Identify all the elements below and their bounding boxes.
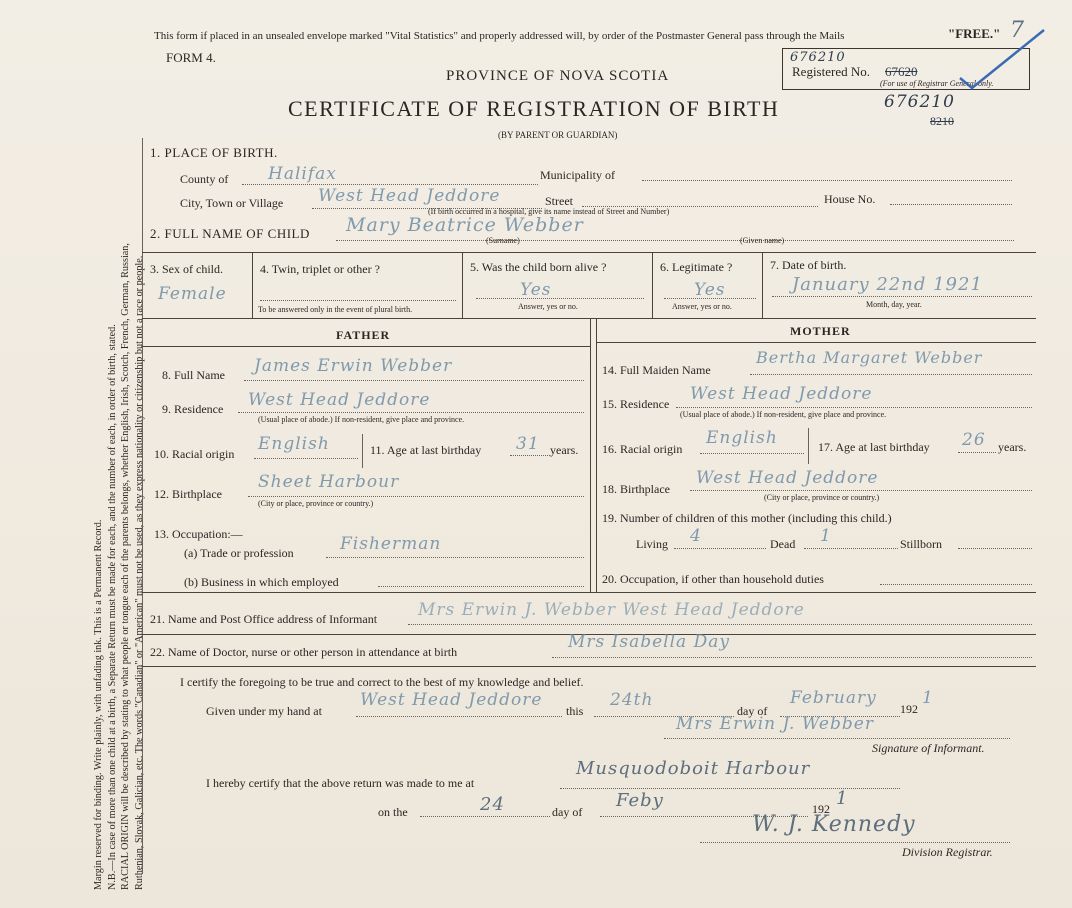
mother-race-label: 16. Racial origin bbox=[602, 442, 683, 456]
mother-birthplace-label: 18. Birthplace bbox=[602, 482, 670, 496]
registrar-year-prefix: 192 bbox=[812, 802, 830, 816]
mother-age-label: 17. Age at last birthday bbox=[818, 440, 930, 454]
legitimate-label: 6. Legitimate ? bbox=[660, 260, 733, 274]
form-number: FORM 4. bbox=[166, 50, 216, 65]
city-label: City, Town or Village bbox=[180, 196, 284, 210]
registrar-place: Musquodoboit Harbour bbox=[576, 758, 811, 779]
reg-number-written: 676210 bbox=[790, 50, 846, 65]
hospital-note: (If birth occurred in a hospital, give its name instead of Street and Number) bbox=[428, 207, 670, 216]
alive-value: Yes bbox=[520, 280, 552, 300]
mother-name-label: 14. Full Maiden Name bbox=[602, 363, 711, 377]
house-label: House No. bbox=[824, 192, 876, 206]
sex-label: 3. Sex of child. bbox=[150, 262, 223, 276]
mother-name-value: Bertha Margaret Webber bbox=[756, 348, 983, 367]
father-birthplace-note: (City or place, province or country.) bbox=[258, 499, 374, 508]
title-number-struck: 8210 bbox=[930, 114, 954, 128]
cert-year-suffix: 1 bbox=[922, 688, 934, 708]
father-name-value: James Erwin Webber bbox=[254, 356, 453, 376]
margin-line: Ruthenian, Slovak, Galician, etc. The words "Canadian" or "American" must not be used, as they express nationality or citizenship but not a race or people. bbox=[133, 255, 145, 890]
free-label: "FREE." bbox=[948, 26, 1001, 41]
twin-note: To be answered only in the event of plural birth. bbox=[258, 305, 413, 314]
registrar-month: Feby bbox=[616, 790, 664, 811]
on-the-label: on the bbox=[378, 805, 408, 819]
alive-label: 5. Was the child born alive ? bbox=[470, 260, 607, 274]
dead-label: Dead bbox=[770, 537, 796, 551]
certify-text: I certify the foregoing to be true and correct to the best of my knowledge and belief. bbox=[180, 675, 584, 689]
legitimate-value: Yes bbox=[694, 280, 726, 300]
corner-mark: 7 bbox=[1010, 18, 1025, 43]
mother-children-label: 19. Number of children of this mother (including this child.) bbox=[602, 511, 892, 525]
registrar-label: Division Registrar. bbox=[902, 845, 993, 859]
given-label: Given under my hand at bbox=[206, 704, 322, 718]
mother-residence-note: (Usual place of abode.) If non-resident, give place and province. bbox=[680, 410, 887, 419]
informant-label: 21. Name and Post Office address of Informant bbox=[150, 612, 378, 626]
street-label: Street bbox=[545, 194, 573, 208]
margin-line: Margin reserved for binding. Write plainly, with unfading ink. This is a Permanent Record. bbox=[93, 519, 104, 890]
dead-value: 1 bbox=[820, 526, 832, 546]
mother-occupation-label: 20. Occupation, if other than household duties bbox=[602, 572, 824, 586]
this-label: this bbox=[566, 704, 584, 718]
reg-note: (For use of Registrar General only. bbox=[880, 79, 994, 88]
dob-value: January 22nd 1921 bbox=[792, 274, 983, 295]
registrar-year-suffix: 1 bbox=[836, 788, 849, 809]
father-birthplace-value: Sheet Harbour bbox=[258, 472, 400, 492]
day-of-label: day of bbox=[737, 704, 768, 718]
registrar-signature: W. J. Kennedy bbox=[752, 812, 916, 837]
business-label: (b) Business in which employed bbox=[184, 575, 339, 589]
title-number: 676210 bbox=[884, 92, 955, 112]
mother-birthplace-value: West Head Jeddore bbox=[696, 468, 879, 488]
sex-value: Female bbox=[158, 284, 227, 304]
province-heading: PROVINCE OF NOVA SCOTIA bbox=[446, 68, 670, 84]
mail-notice: This form if placed in an unsealed envelope marked "Vital Statistics" and properly addressed will, by order of the Postmaster General pass through the Mails bbox=[154, 30, 845, 42]
margin-line: RACIAL ORIGIN will be described by stating to what people or tongue each of the parents belongs, whether English, Irish, Scotch, French, German, Russian, bbox=[120, 243, 131, 890]
father-age-unit: years. bbox=[550, 443, 579, 457]
place-of-birth-heading: 1. PLACE OF BIRTH. bbox=[150, 145, 278, 160]
doctor-label: 22. Name of Doctor, nurse or other person in attendance at birth bbox=[150, 645, 458, 659]
mother-age-value: 26 bbox=[962, 430, 986, 450]
given-place: West Head Jeddore bbox=[360, 690, 543, 710]
informant-sig-label: Signature of Informant. bbox=[872, 741, 985, 755]
alive-note: Answer, yes or no. bbox=[518, 302, 578, 311]
father-age-label: 11. Age at last birthday bbox=[370, 443, 482, 457]
living-value: 4 bbox=[690, 526, 702, 546]
dob-label: 7. Date of birth. bbox=[770, 258, 847, 272]
trade-label: (a) Trade or profession bbox=[184, 546, 294, 560]
surname-note: (Surname) bbox=[486, 236, 520, 245]
father-heading: FATHER bbox=[336, 328, 391, 342]
blue-check-mark bbox=[958, 26, 1046, 96]
father-race-label: 10. Racial origin bbox=[154, 447, 235, 461]
father-birthplace-label: 12. Birthplace bbox=[154, 487, 222, 501]
father-age-value: 31 bbox=[516, 434, 540, 454]
informant-value: Mrs Erwin J. Webber West Head Jeddore bbox=[418, 600, 805, 620]
registrar-day: 24 bbox=[480, 794, 505, 815]
reg-label: Registered No. bbox=[792, 64, 870, 79]
cert-month: February bbox=[790, 688, 877, 708]
mother-residence-label: 15. Residence bbox=[602, 397, 670, 411]
father-residence-label: 9. Residence bbox=[162, 402, 224, 416]
child-name-value: Mary Beatrice Webber bbox=[346, 214, 584, 236]
twin-label: 4. Twin, triplet or other ? bbox=[260, 262, 380, 276]
margin-instructions bbox=[92, 10, 146, 890]
mother-birthplace-note: (City or place, province or country.) bbox=[764, 493, 880, 502]
informant-signature: Mrs Erwin J. Webber bbox=[676, 714, 874, 734]
reg-number-struck: 67620 bbox=[885, 64, 918, 79]
registrar-text: I hereby certify that the above return was made to me at bbox=[206, 776, 475, 790]
dob-note: Month, day, year. bbox=[866, 300, 922, 309]
father-residence-note: (Usual place of abode.) If non-resident, give place and province. bbox=[258, 415, 465, 424]
page-subtitle: (BY PARENT OR GUARDIAN) bbox=[498, 130, 618, 140]
margin-line: N.B.—In case of more than one child at a birth, a Separate Return must be made for each, and the number of each, in order of birth, stated. bbox=[106, 324, 118, 890]
father-race-value: English bbox=[258, 434, 330, 454]
cert-day: 24th bbox=[610, 690, 654, 710]
city-value: West Head Jeddore bbox=[318, 186, 501, 206]
mother-heading: MOTHER bbox=[790, 324, 851, 338]
county-value: Halifax bbox=[268, 164, 337, 184]
registrar-day-of-label: day of bbox=[552, 805, 583, 819]
father-residence-value: West Head Jeddore bbox=[248, 390, 431, 410]
form-left-border bbox=[142, 138, 143, 874]
given-name-note: (Given name) bbox=[740, 236, 785, 245]
legitimate-note: Answer, yes or no. bbox=[672, 302, 732, 311]
mother-age-unit: years. bbox=[998, 440, 1027, 454]
father-occupation-label: 13. Occupation:— bbox=[154, 527, 243, 541]
mother-residence-value: West Head Jeddore bbox=[690, 384, 873, 404]
trade-value: Fisherman bbox=[340, 534, 442, 554]
stillborn-label: Stillborn bbox=[900, 537, 943, 551]
doctor-value: Mrs Isabella Day bbox=[568, 632, 730, 652]
municipality-label: Municipality of bbox=[540, 168, 615, 182]
living-label: Living bbox=[636, 537, 668, 551]
county-label: County of bbox=[180, 172, 229, 186]
mother-race-value: English bbox=[706, 428, 778, 448]
father-name-label: 8. Full Name bbox=[162, 368, 225, 382]
cert-year-prefix: 192 bbox=[900, 702, 918, 716]
child-name-label: 2. FULL NAME OF CHILD bbox=[150, 226, 310, 241]
page-title: CERTIFICATE OF REGISTRATION OF BIRTH bbox=[288, 96, 780, 121]
